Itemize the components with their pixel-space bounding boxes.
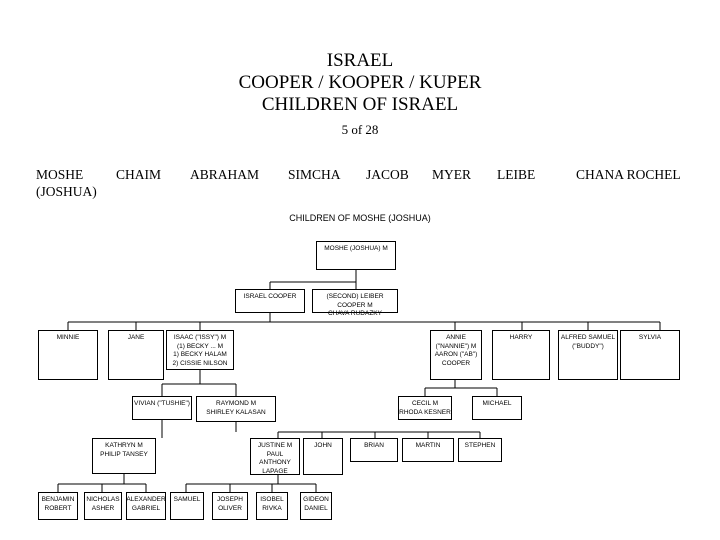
person-box-second-wife[interactable]	[312, 289, 398, 317]
nav-link-abraham[interactable]: ABRAHAM	[190, 167, 260, 182]
person-box-vivian[interactable]	[132, 396, 192, 420]
person-label-moshe: MOSHE (JOSHUA) M	[324, 245, 388, 252]
person-label-jane: JANE	[127, 334, 145, 341]
person-box-gideon[interactable]	[300, 492, 332, 520]
person-label-alexander: ALEXANDER GABRIEL	[126, 496, 166, 512]
person-box-sylvia[interactable]	[620, 330, 680, 380]
person-label-joseph: JOSEPH OLIVER	[216, 496, 243, 512]
person-box-annie[interactable]	[430, 330, 482, 380]
person-label-michael: MICHAEL	[482, 400, 512, 407]
person-label-gideon: GIDEON DANIEL	[303, 496, 329, 512]
nav-link-myer[interactable]: MYER	[432, 167, 472, 182]
person-box-michael[interactable]	[472, 396, 522, 420]
person-label-raymond: RAYMOND M SHIRLEY KALASAN	[206, 400, 266, 416]
nav-link-chana-rochel[interactable]: CHANA ROCHEL	[576, 167, 681, 182]
person-label-benjamin: BENJAMIN ROBERT	[41, 496, 75, 512]
nav-link-leibe[interactable]: LEIBE	[497, 167, 536, 182]
person-label-harry: HARRY	[509, 334, 533, 341]
person-box-nicholas[interactable]	[84, 492, 122, 520]
person-label-alfred: ALFRED SAMUEL ("BUDDY")	[560, 334, 616, 350]
person-box-israel-cooper[interactable]	[235, 289, 305, 313]
person-label-martin: MARTIN	[415, 442, 441, 449]
person-label-annie: ANNIE ("NANNIE") M AARON ("AB") COOPER	[434, 334, 478, 367]
person-label-sylvia: SYLVIA	[638, 334, 662, 341]
person-label-samuel: SAMUEL	[173, 496, 201, 503]
nav-link-chaim[interactable]: CHAIM	[116, 167, 162, 182]
person-box-stephen[interactable]	[458, 438, 502, 462]
person-box-jane[interactable]	[108, 330, 164, 380]
person-box-brian[interactable]	[350, 438, 398, 462]
person-box-moshe[interactable]	[316, 241, 396, 270]
person-label-john: JOHN	[314, 442, 332, 449]
person-label-israel-cooper: ISRAEL COOPER	[243, 293, 297, 300]
person-box-john[interactable]	[303, 438, 343, 475]
person-box-minnie[interactable]	[38, 330, 98, 380]
person-label-brian: BRIAN	[364, 442, 384, 449]
title-surnames: COOPER / KOOPER / KUPER	[238, 72, 482, 93]
person-label-second-wife: (SECOND) LEIBER COOPER M CHAVA RUDAZKY	[326, 293, 384, 317]
title-israel: ISRAEL	[326, 50, 394, 71]
chart-title: CHILDREN OF MOSHE (JOSHUA)	[289, 213, 431, 223]
nav-joshua-label: (JOSHUA)	[36, 184, 97, 199]
person-box-martin[interactable]	[402, 438, 454, 462]
person-box-alexander[interactable]	[126, 492, 166, 520]
person-label-nicholas: NICHOLAS ASHER	[86, 496, 120, 512]
nav-link-jacob[interactable]: JACOB	[366, 167, 409, 182]
person-label-isaac: ISAAC ("ISSY") M (1) BECKY ... M 1) BECKY HALAM 2) CISSIE NILSON	[172, 334, 228, 367]
nav-link-simcha[interactable]: SIMCHA	[288, 167, 341, 182]
person-box-isaac[interactable]	[166, 330, 234, 370]
person-box-isobel[interactable]	[256, 492, 288, 520]
person-label-justine: JUSTINE M PAUL ANTHONY LAPAGE	[257, 442, 293, 475]
person-box-samuel[interactable]	[170, 492, 204, 520]
person-box-harry[interactable]	[492, 330, 550, 380]
person-box-justine[interactable]	[250, 438, 300, 475]
person-label-stephen: STEPHEN	[464, 442, 496, 449]
person-label-vivian: VIVIAN ("TUSHIE")	[134, 400, 190, 407]
person-label-isobel: ISOBEL RIVKA	[260, 496, 284, 512]
person-box-joseph[interactable]	[212, 492, 248, 520]
person-label-minnie: MINNIE	[56, 334, 80, 341]
person-box-kathryn[interactable]	[92, 438, 156, 474]
person-box-alfred[interactable]	[558, 330, 618, 380]
person-label-kathryn: KATHRYN M PHILIP TANSEY	[100, 442, 148, 458]
person-label-cecil: CECIL M RHODA KESNER	[399, 400, 451, 416]
title-children-of-israel: CHILDREN OF ISRAEL	[261, 94, 459, 115]
page-indicator: 5 of 28	[341, 122, 379, 137]
nav-moshe-label: MOSHE	[36, 167, 84, 182]
person-box-benjamin[interactable]	[38, 492, 78, 520]
person-box-raymond[interactable]	[196, 396, 276, 422]
person-box-cecil[interactable]	[398, 396, 452, 420]
